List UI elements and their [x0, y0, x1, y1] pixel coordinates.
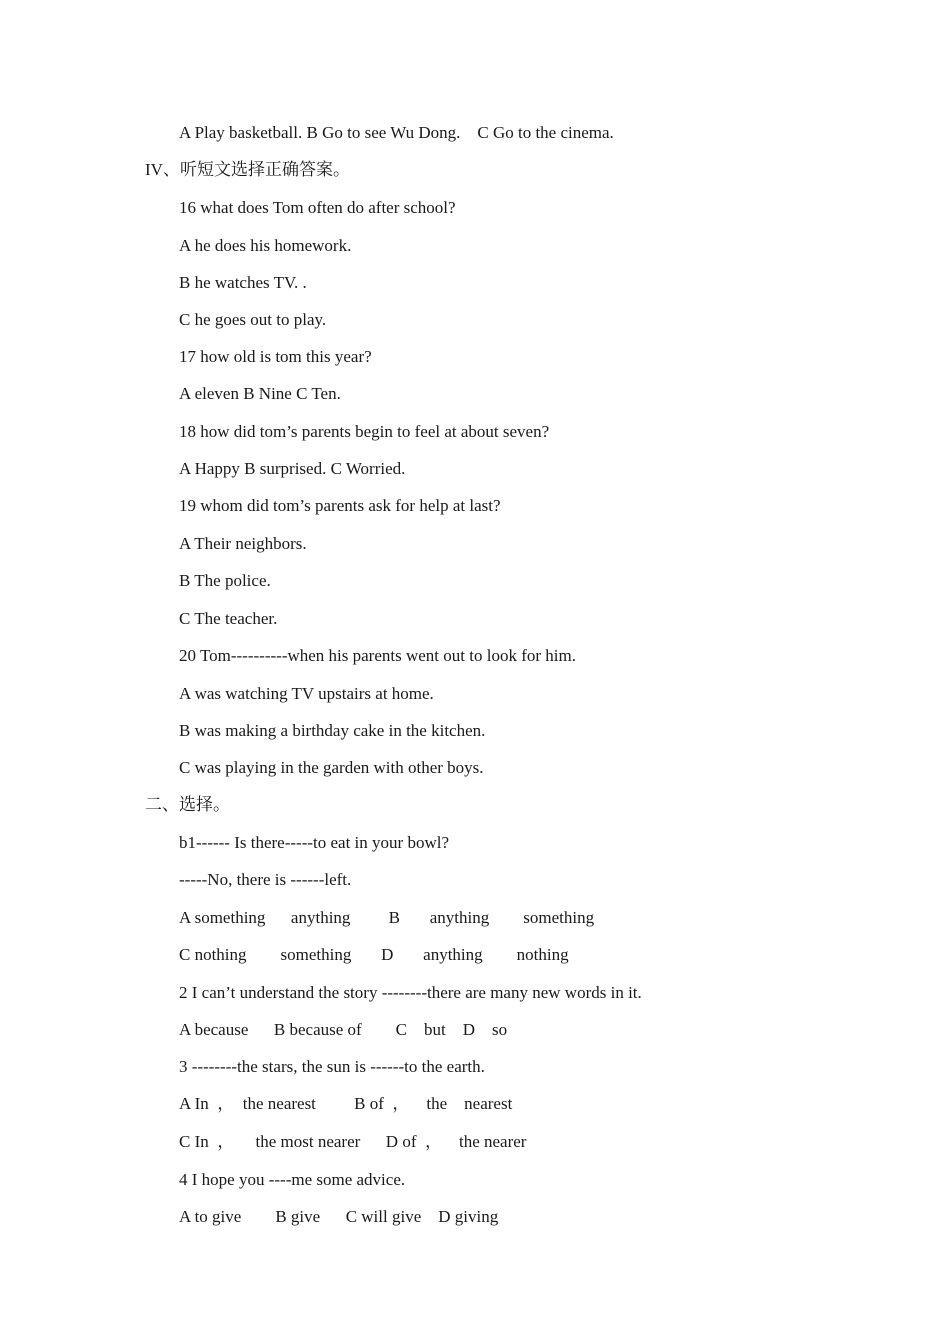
- choice-2-question: 2 I can’t understand the story --------there are many new words in it.: [179, 983, 642, 1002]
- question-15-options: A Play basketball. B Go to see Wu Dong. C Go to the cinema.: [179, 123, 614, 142]
- section-two-heading: 二、选择。: [145, 795, 230, 814]
- choice-4-question: 4 I hope you ----me some advice.: [179, 1170, 406, 1189]
- choice-3-question: 3 --------the stars, the sun is ------to the earth.: [179, 1057, 485, 1076]
- question-19-option-b: B The police.: [179, 571, 271, 590]
- choice-3-options-ab: A In ， the nearest B of ， the nearest: [179, 1094, 513, 1113]
- question-20: 20 Tom----------when his parents went out to look for him.: [179, 646, 576, 665]
- question-16-option-c: C he goes out to play.: [179, 310, 327, 329]
- question-19-option-a: A Their neighbors.: [179, 534, 307, 553]
- question-20-option-c: C was playing in the garden with other boys.: [179, 758, 484, 777]
- choice-4-options: A to give B give C will give D giving: [179, 1207, 499, 1226]
- question-17: 17 how old is tom this year?: [179, 347, 372, 366]
- question-16-option-b: B he watches TV. .: [179, 273, 307, 292]
- choice-1-options-cd: C nothing something D anything nothing: [179, 945, 569, 964]
- choice-1-options-ab: A something anything B anything something: [179, 908, 595, 927]
- choice-2-options: A because B because of C but D so: [179, 1020, 508, 1039]
- question-20-option-a: A was watching TV upstairs at home.: [179, 684, 434, 703]
- choice-1-response: -----No, there is ------left.: [179, 870, 352, 889]
- question-16-option-a: A he does his homework.: [179, 236, 352, 255]
- choice-1-question: b1------ Is there-----to eat in your bowl?: [179, 833, 449, 852]
- question-20-option-b: B was making a birthday cake in the kitchen.: [179, 721, 486, 740]
- question-16: 16 what does Tom often do after school?: [179, 198, 456, 217]
- question-17-options: A eleven B Nine C Ten.: [179, 384, 341, 403]
- question-18: 18 how did tom’s parents begin to feel at about seven?: [179, 422, 550, 441]
- choice-3-options-cd: C In ， the most nearer D of ， the nearer: [179, 1132, 527, 1151]
- section-iv-heading: IV、听短文选择正确答案。: [145, 160, 350, 179]
- question-18-options: A Happy B surprised. C Worried.: [179, 459, 406, 478]
- question-19-option-c: C The teacher.: [179, 609, 278, 628]
- question-19: 19 whom did tom’s parents ask for help at last?: [179, 496, 501, 515]
